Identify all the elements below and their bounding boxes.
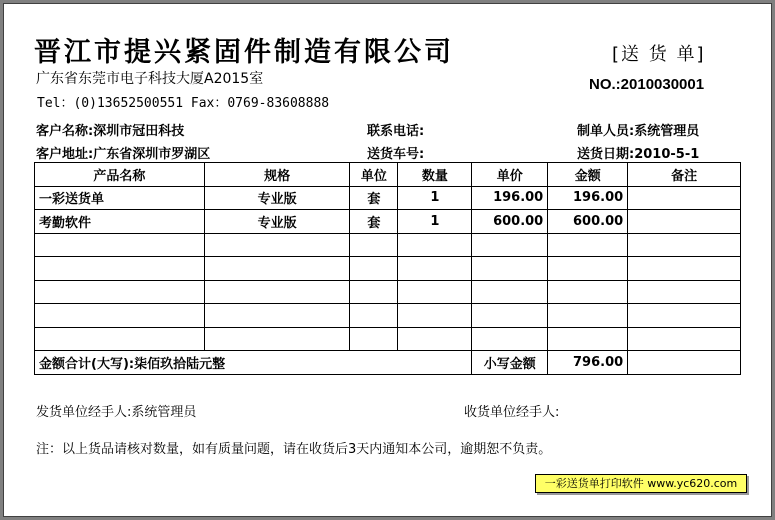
cell-spec: 专业版 <box>204 210 350 234</box>
header-spec: 规格 <box>204 163 350 187</box>
cell-unit-price: 196.00 <box>472 186 548 210</box>
software-brand-label[interactable]: 一彩送货单打印软件 www.yc620.com <box>535 474 747 493</box>
cell-unit-price <box>472 233 548 257</box>
document-type: [送 货 单] <box>612 44 706 65</box>
cell-unit-price: 600.00 <box>472 210 548 234</box>
disclaimer-note: 注：以上货品请核对数量，如有质量问题，请在收货后3天内通知本公司，逾期恕不负责。 <box>36 442 552 457</box>
cell-unit <box>350 304 398 328</box>
table-row <box>35 233 741 257</box>
table-row <box>35 304 741 328</box>
subtotal-value: 796.00 <box>548 351 628 375</box>
subtotal-label: 小写金额 <box>472 351 548 375</box>
cell-product: 考勤软件 <box>35 210 205 234</box>
cell-remark <box>628 186 741 210</box>
cell-spec <box>204 280 350 304</box>
cell-amount <box>548 233 628 257</box>
cell-quantity <box>398 233 472 257</box>
table-row <box>35 210 741 234</box>
cell-spec: 专业版 <box>204 186 350 210</box>
delivery-date: 送货日期:2010-5-1 <box>577 147 700 162</box>
cell-spec <box>204 233 350 257</box>
cell-amount: 600.00 <box>548 210 628 234</box>
cell-unit <box>350 280 398 304</box>
delivery-vehicle: 送货车号: <box>367 147 425 162</box>
contact-phone: 联系电话: <box>367 124 425 139</box>
cell-unit <box>350 257 398 281</box>
cell-unit: 套 <box>350 210 398 234</box>
cell-product <box>35 304 205 328</box>
cell-quantity <box>398 257 472 281</box>
cell-remark <box>628 210 741 234</box>
cell-amount <box>548 327 628 351</box>
cell-unit-price <box>472 327 548 351</box>
company-contact: Tel：(0)13652500551 Fax：0769-83608888 <box>37 96 330 111</box>
customer-name: 客户名称:深圳市冠田科技 <box>36 124 185 139</box>
cell-unit-price <box>472 257 548 281</box>
header-unit-price: 单价 <box>472 163 548 187</box>
cell-unit <box>350 327 398 351</box>
total-amount-words: 金额合计(大写):柒佰玖拾陆元整 <box>35 351 472 375</box>
cell-remark <box>628 233 741 257</box>
receiver-handler: 收货单位经手人: <box>464 405 560 420</box>
cell-spec <box>204 304 350 328</box>
cell-amount <box>548 304 628 328</box>
cell-spec <box>204 327 350 351</box>
cell-remark <box>628 327 741 351</box>
document-creator: 制单人员:系统管理员 <box>577 124 700 139</box>
customer-address: 客户地址:广东省深圳市罗湖区 <box>36 147 211 162</box>
table-row <box>35 327 741 351</box>
header-unit: 单位 <box>350 163 398 187</box>
cell-product <box>35 257 205 281</box>
cell-quantity: 1 <box>398 210 472 234</box>
cell-unit-price <box>472 280 548 304</box>
table-header-row <box>35 163 741 187</box>
cell-unit: 套 <box>350 186 398 210</box>
cell-product <box>35 280 205 304</box>
cell-quantity <box>398 327 472 351</box>
cell-unit-price <box>472 304 548 328</box>
cell-remark <box>628 304 741 328</box>
company-name: 晋江市提兴紧固件制造有限公司 <box>34 37 454 68</box>
table-row <box>35 257 741 281</box>
cell-unit <box>350 233 398 257</box>
cell-quantity: 1 <box>398 186 472 210</box>
header-product: 产品名称 <box>35 163 205 187</box>
document-number: NO.:2010030001 <box>589 76 705 93</box>
cell-remark <box>628 257 741 281</box>
cell-amount <box>548 280 628 304</box>
cell-quantity <box>398 304 472 328</box>
delivery-note-page <box>3 3 772 517</box>
cell-product <box>35 327 205 351</box>
items-table <box>34 162 741 375</box>
company-address: 广东省东莞市电子科技大厦A2015室 <box>36 71 264 87</box>
header-quantity: 数量 <box>398 163 472 187</box>
cell-quantity <box>398 280 472 304</box>
total-remark <box>628 351 741 375</box>
table-row <box>35 186 741 210</box>
cell-amount <box>548 257 628 281</box>
cell-remark <box>628 280 741 304</box>
cell-amount: 196.00 <box>548 186 628 210</box>
header-amount: 金额 <box>548 163 628 187</box>
table-row <box>35 280 741 304</box>
cell-product: 一彩送货单 <box>35 186 205 210</box>
total-row <box>35 351 741 375</box>
sender-handler: 发货单位经手人:系统管理员 <box>36 405 197 420</box>
cell-product <box>35 233 205 257</box>
cell-spec <box>204 257 350 281</box>
header-remark: 备注 <box>628 163 741 187</box>
